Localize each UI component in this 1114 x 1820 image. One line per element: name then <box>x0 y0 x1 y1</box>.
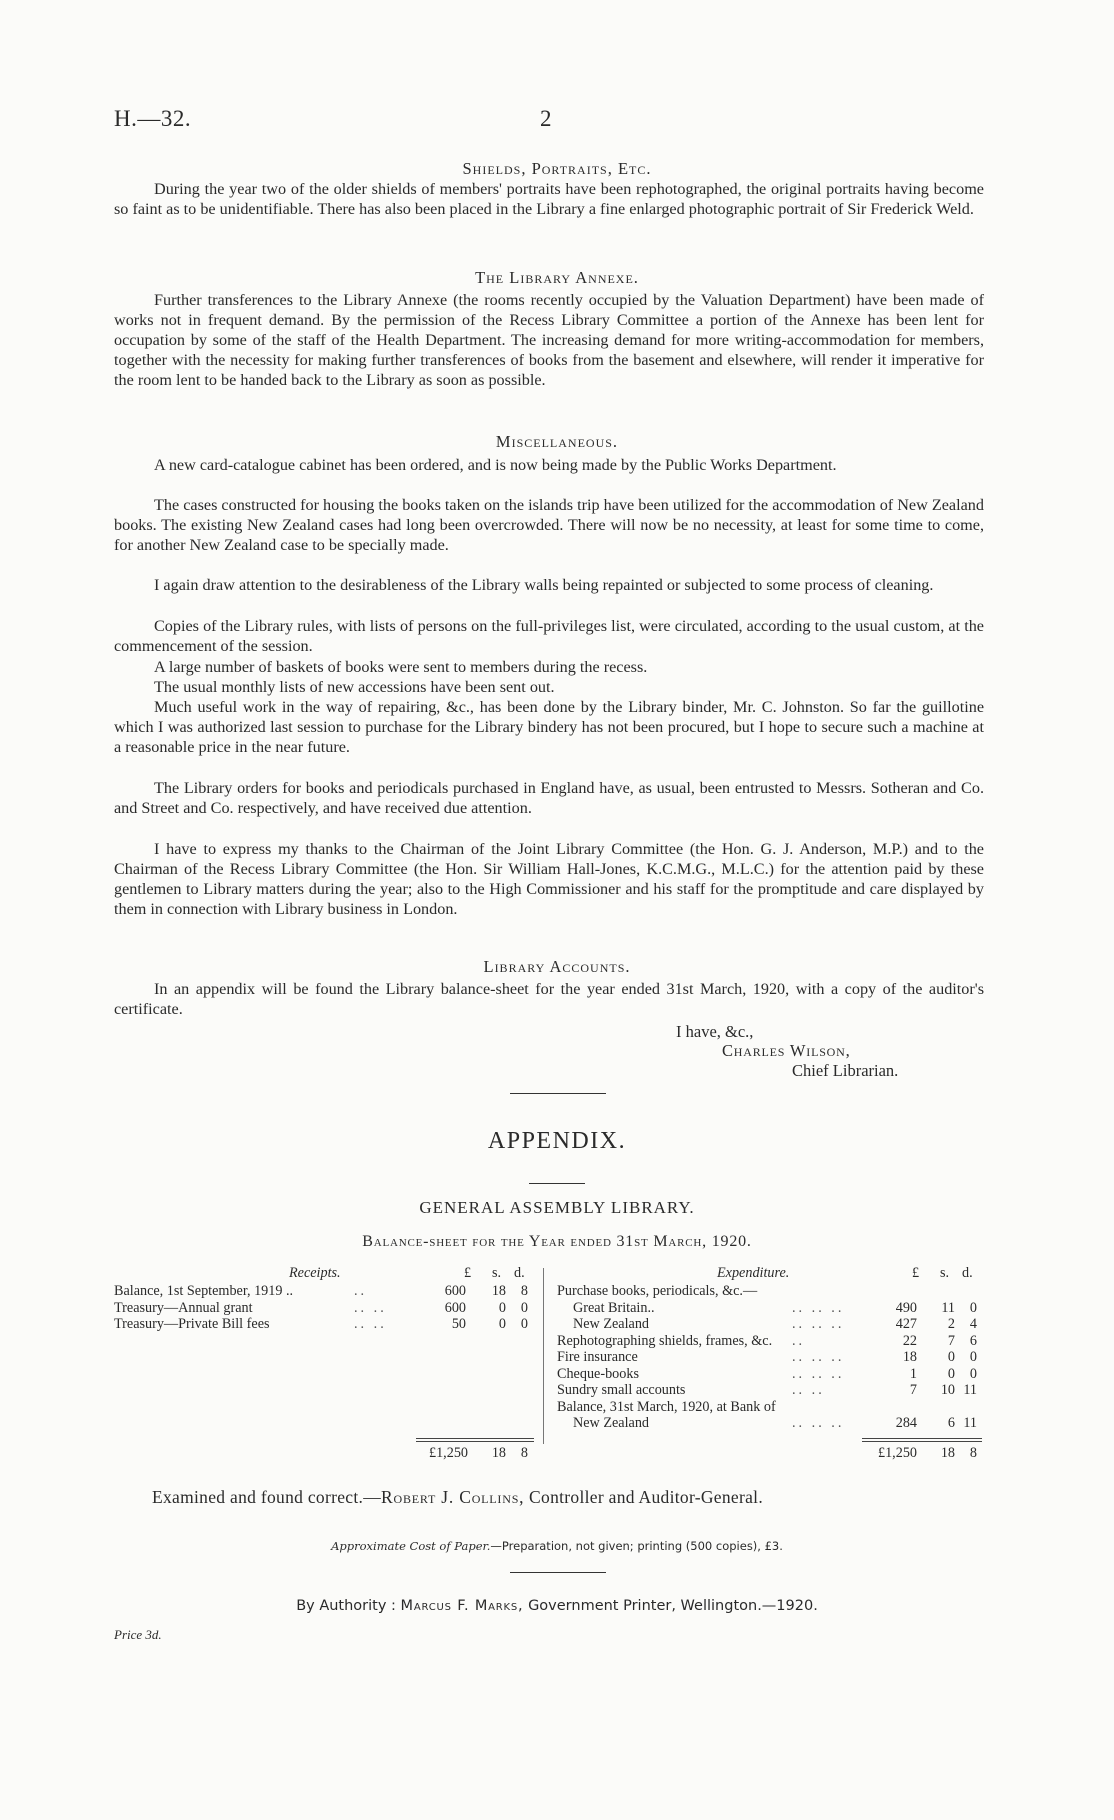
expenditure-total-shillings: 18 <box>940 1445 955 1461</box>
expenditure-row-shillings: 11 <box>941 1299 955 1316</box>
paragraph-annexe-1: Further transferences to the Library Annexe (the rooms recently occupied by the Valuation Department) have been made of works not in frequent demand. By the permission of the Recess Library Committee a portion of the Annexe has been lent for occupation by some of the staff of the Health Department. The increasing demand for more writing-accommodation for members, together with the necessity for making further transferences of books from the basement and elsewhere, will render it imperative for the room lent to be handed back to the Library as soon as possible. <box>114 291 984 389</box>
receipts-total-pounds: £1,250 <box>428 1445 468 1461</box>
expenditure-row-leader: .. .. <box>792 1382 825 1398</box>
expenditure-row-leader: .. <box>792 1332 806 1349</box>
price: Price 3d. <box>114 1627 162 1642</box>
auditor-name: Robert J. Collins, <box>381 1487 525 1507</box>
appendix-divider <box>529 1183 585 1184</box>
expenditure-row <box>557 1300 987 1317</box>
expenditure-row <box>557 1399 987 1416</box>
paragraph-misc-2: The cases constructed for housing the books taken on the islands trip have been utilized for the accommodation of New Zealand books. The existing New Zealand cases had long been overcrowded. There will now be no necessity, at least for some time to come, for another New Zealand case to be specially made. <box>114 496 984 554</box>
expenditure-row-pence: 0 <box>969 1299 977 1316</box>
paragraph-misc-9: I have to express my thanks to the Chairman of the Joint Library Committee (the Hon. G. J. Anderson, M.P.) and to the Chairman of the Recess Library Committee (the Hon. Sir William Hall-Jones, K.C.M.G., M.L.C.) for the attention paid by these gentlemen to Library matters during the year; also to the High Commissioner and his staff for the promptitude and care displayed by them in connection with Library business in London. <box>114 840 984 918</box>
signature-name: Charles Wilson, <box>722 1041 851 1060</box>
receipts-row-label: Treasury—Private Bill fees <box>114 1316 270 1332</box>
receipts-row <box>114 1316 534 1333</box>
expenditure-row-pence: 11 <box>963 1415 977 1431</box>
receipts-row-pence: 0 <box>520 1316 528 1332</box>
receipts-pounds-header: £ <box>464 1265 472 1281</box>
expenditure-row <box>557 1283 987 1300</box>
examined-text: Examined and found correct.— <box>152 1487 382 1507</box>
expenditure-pounds-header: £ <box>912 1265 920 1281</box>
section-heading-accounts: Library Accounts. <box>483 957 631 976</box>
expenditure-row-leader: .. .. .. <box>792 1415 845 1431</box>
expenditure-row-shillings: 2 <box>947 1316 955 1332</box>
receipts-total-shillings: 18 <box>491 1445 506 1461</box>
expenditure-row-pounds: 18 <box>902 1349 917 1365</box>
paragraph-accounts-1: In an appendix will be found the Library balance-sheet for the year ended 31st March, 1920, with a copy of the auditor's certificate. <box>114 980 984 1018</box>
paragraph-misc-5: A large number of baskets of books were sent to members during the recess. <box>154 658 648 676</box>
expenditure-row <box>557 1366 987 1383</box>
expenditure-row-pence: 0 <box>969 1349 977 1365</box>
expenditure-shillings-header: s. <box>940 1265 950 1281</box>
receipts-row-pence: 8 <box>520 1283 528 1299</box>
expenditure-row <box>557 1382 987 1399</box>
expenditure-row-label: Rephotographing shields, frames, &c. <box>557 1332 773 1349</box>
expenditure-row-pence: 11 <box>963 1382 977 1398</box>
receipts-row-pounds: 50 <box>451 1316 466 1332</box>
expenditure-row-shillings: 0 <box>947 1349 955 1365</box>
section-heading-shields: Shields, Portraits, Etc. <box>462 159 652 178</box>
expenditure-row-label: Fire insurance <box>557 1349 638 1365</box>
examined-statement <box>152 1487 763 1508</box>
expenditure-total-rule <box>862 1438 982 1442</box>
receipts-table <box>114 1265 534 1465</box>
paragraph-misc-6: The usual monthly lists of new accessions have been sent out. <box>154 678 555 696</box>
printer-name: Marcus F. Marks, <box>400 1598 524 1614</box>
receipts-shillings-header: s. <box>492 1265 502 1281</box>
receipts-row <box>114 1283 534 1300</box>
signature-title: Chief Librarian. <box>792 1061 899 1080</box>
section-heading-annexe: The Library Annexe. <box>475 268 639 287</box>
appendix-subtitle: GENERAL ASSEMBLY LIBRARY. <box>419 1198 695 1217</box>
receipts-heading: Receipts. <box>289 1265 341 1281</box>
receipts-row-shillings: 0 <box>498 1299 506 1316</box>
receipts-row-label: Treasury—Annual grant <box>114 1299 253 1316</box>
receipts-total-pence: 8 <box>520 1445 528 1461</box>
expenditure-row-shillings: 7 <box>947 1332 955 1349</box>
expenditure-row <box>557 1316 987 1333</box>
expenditure-row-label: Purchase books, periodicals, &c.— <box>557 1283 758 1299</box>
cost-note-label: Approximate Cost of Paper. <box>331 1539 491 1553</box>
receipts-pence-header: d. <box>514 1265 525 1281</box>
appendix-title: APPENDIX. <box>487 1128 627 1154</box>
balance-sheet-title: Balance-sheet for the Year ended 31st March, 1920. <box>362 1233 752 1250</box>
expenditure-row-shillings: 10 <box>940 1382 955 1398</box>
paragraph-misc-4: Copies of the Library rules, with lists of persons on the full-privileges list, were circulated, according to the usual custom, at the commencement of the session. <box>114 617 984 655</box>
authority-rest: Government Printer, Wellington.—1920. <box>528 1598 818 1614</box>
paragraph-shields-1: During the year two of the older shields of members' portraits have been rephotographed, the original portraits having become so faint as to be unidentifiable. There has also been placed in the Library a fine enlarged photographic portrait of Sir Frederick Weld. <box>114 180 984 218</box>
receipts-row-shillings: 18 <box>491 1283 506 1299</box>
printer-authority <box>0 1598 1114 1614</box>
expenditure-row-shillings: 0 <box>947 1365 955 1382</box>
expenditure-row-pounds: 427 <box>895 1316 917 1332</box>
auditor-role: Controller and Auditor-General. <box>529 1487 764 1507</box>
expenditure-row-leader: .. .. .. <box>792 1349 845 1365</box>
section-heading-miscellaneous: Miscellaneous. <box>495 432 619 451</box>
table-separator <box>543 1268 544 1444</box>
cost-note-text: —Preparation, not given; printing (500 copies), £3. <box>490 1539 783 1553</box>
signature-closing: I have, &c., <box>676 1022 754 1041</box>
receipts-total-rule <box>416 1438 534 1442</box>
expenditure-row-label: Great Britain.. <box>573 1299 655 1316</box>
receipts-row-leader: .. .. <box>354 1316 387 1332</box>
expenditure-row-label: Balance, 31st March, 1920, at Bank of <box>557 1398 776 1415</box>
divider-rule <box>510 1093 606 1094</box>
expenditure-row-leader: .. .. .. <box>792 1365 845 1382</box>
expenditure-heading: Expenditure. <box>717 1265 790 1281</box>
expenditure-row-pounds: 490 <box>895 1299 917 1316</box>
expenditure-row-leader: .. .. .. <box>792 1299 845 1316</box>
receipts-row-label: Balance, 1st September, 1919 .. <box>114 1283 294 1299</box>
receipts-row-pounds: 600 <box>444 1299 466 1316</box>
expenditure-row-pounds: 284 <box>895 1415 917 1431</box>
expenditure-row <box>557 1349 987 1366</box>
expenditure-row <box>557 1415 987 1432</box>
receipts-row-leader: .. <box>354 1283 368 1299</box>
expenditure-row-label: New Zealand <box>573 1415 650 1431</box>
expenditure-total-pounds: £1,250 <box>877 1445 917 1461</box>
expenditure-table <box>557 1265 987 1465</box>
page-number: 2 <box>540 106 552 131</box>
paragraph-misc-3: I again draw attention to the desirableness of the Library walls being repainted or subjected to some process of cleaning. <box>154 576 934 594</box>
document-reference: H.—32. <box>114 106 192 131</box>
expenditure-pence-header: d. <box>962 1265 973 1281</box>
expenditure-row-pence: 6 <box>969 1332 977 1349</box>
paragraph-misc-7: Much useful work in the way of repairing, &c., has been done by the Library binder, Mr. C. Johnston. So far the guillotine which I was authorized last session to purchase for the Library bindery has not been procured, but I hope to secure such a machine at a reasonable price in the near future. <box>114 698 984 756</box>
authority-prefix: By Authority : <box>296 1598 396 1614</box>
expenditure-row-label: Sundry small accounts <box>557 1382 686 1398</box>
expenditure-row-shillings: 6 <box>947 1415 955 1431</box>
receipts-row-leader: .. .. <box>354 1299 387 1316</box>
cost-note <box>0 1539 1114 1553</box>
expenditure-row-label: New Zealand <box>573 1316 650 1332</box>
expenditure-row-label: Cheque-books <box>557 1365 639 1382</box>
expenditure-row-leader: .. .. .. <box>792 1316 845 1332</box>
expenditure-row-pounds: 7 <box>909 1382 917 1398</box>
expenditure-row-pounds: 22 <box>902 1332 917 1349</box>
receipts-row <box>114 1300 534 1317</box>
paragraph-misc-8: The Library orders for books and periodicals purchased in England have, as usual, been entrusted to Messrs. Sotheran and Co. and Street and Co. respectively, and have received due attention. <box>114 779 984 817</box>
expenditure-row-pounds: 1 <box>909 1365 917 1382</box>
expenditure-row-pence: 0 <box>969 1365 977 1382</box>
expenditure-row <box>557 1333 987 1350</box>
receipts-row-pounds: 600 <box>444 1283 466 1299</box>
receipts-row-pence: 0 <box>520 1299 528 1316</box>
expenditure-row-pence: 4 <box>969 1316 977 1332</box>
expenditure-total-pence: 8 <box>969 1445 977 1461</box>
footer-divider <box>510 1572 606 1573</box>
paragraph-misc-1: A new card-catalogue cabinet has been ordered, and is now being made by the Public Works Department. <box>154 456 837 474</box>
receipts-row-shillings: 0 <box>498 1316 506 1332</box>
